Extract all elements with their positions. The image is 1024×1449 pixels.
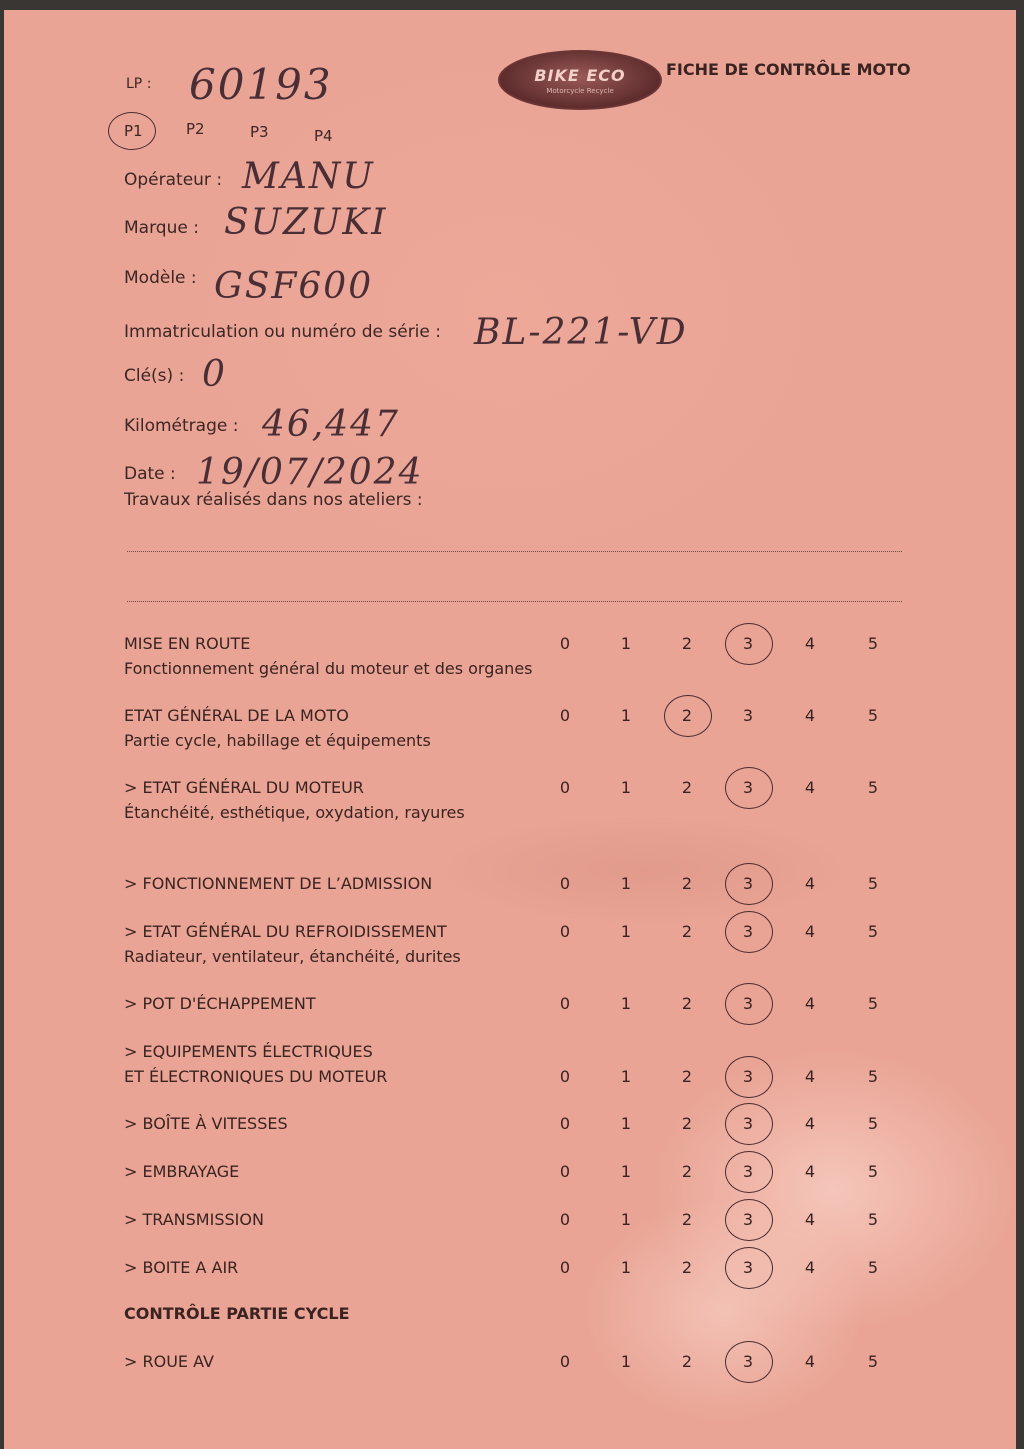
row-title: > POT D'ÉCHAPPEMENT <box>124 994 316 1013</box>
score-1[interactable]: 1 <box>620 922 632 941</box>
score-5[interactable]: 5 <box>867 1210 879 1229</box>
score-4[interactable]: 4 <box>804 994 816 1013</box>
selected-score-circle <box>725 1341 773 1383</box>
selected-score-circle <box>664 695 712 737</box>
score-4[interactable]: 4 <box>804 706 816 725</box>
score-1[interactable]: 1 <box>620 706 632 725</box>
score-4[interactable]: 4 <box>804 1258 816 1277</box>
row-title: > FONCTIONNEMENT DE L’ADMISSION <box>124 874 433 893</box>
registration-value: BL-221-VD <box>474 312 688 353</box>
score-5[interactable]: 5 <box>867 706 879 725</box>
score-2[interactable]: 2 <box>681 1210 693 1229</box>
logo-text: BIKE ECO <box>534 65 626 85</box>
score-2[interactable]: 2 <box>681 994 693 1013</box>
selected-score-circle <box>725 1247 773 1289</box>
score-5[interactable]: 5 <box>867 1352 879 1371</box>
score-0[interactable]: 0 <box>559 922 571 941</box>
score-0[interactable]: 0 <box>559 1210 571 1229</box>
score-5[interactable]: 5 <box>867 1067 879 1086</box>
row-title: > BOÎTE À VITESSES <box>124 1114 288 1133</box>
score-3[interactable]: 3 <box>742 874 754 893</box>
row-subtitle: Étanchéité, esthétique, oxydation, rayures <box>124 803 465 822</box>
position-p3: P3 <box>250 123 269 141</box>
score-4[interactable]: 4 <box>804 634 816 653</box>
score-3[interactable]: 3 <box>742 994 754 1013</box>
row-subtitle: ET ÉLECTRONIQUES DU MOTEUR <box>124 1067 388 1086</box>
lp-value: 60193 <box>189 60 333 109</box>
selected-score-circle <box>725 623 773 665</box>
score-0[interactable]: 0 <box>559 1162 571 1181</box>
model-value: GSF600 <box>214 266 374 307</box>
form-title: FICHE DE CONTRÔLE MOTO <box>666 60 911 79</box>
row-subtitle: Partie cycle, habillage et équipements <box>124 731 431 750</box>
score-1[interactable]: 1 <box>620 1114 632 1133</box>
score-0[interactable]: 0 <box>559 1114 571 1133</box>
score-5[interactable]: 5 <box>867 994 879 1013</box>
selected-score-circle <box>725 911 773 953</box>
score-1[interactable]: 1 <box>620 778 632 797</box>
score-3[interactable]: 3 <box>742 922 754 941</box>
row-title: MISE EN ROUTE <box>124 634 251 653</box>
selected-score-circle <box>725 983 773 1025</box>
score-4[interactable]: 4 <box>804 778 816 797</box>
score-2[interactable]: 2 <box>681 922 693 941</box>
selected-score-circle <box>725 767 773 809</box>
date-label: Date : <box>124 464 176 484</box>
score-0[interactable]: 0 <box>559 1067 571 1086</box>
score-2[interactable]: 2 <box>681 1162 693 1181</box>
score-3[interactable]: 3 <box>742 1210 754 1229</box>
row-title: > EQUIPEMENTS ÉLECTRIQUES <box>124 1042 373 1061</box>
selected-score-circle <box>725 863 773 905</box>
score-4[interactable]: 4 <box>804 1067 816 1086</box>
selected-score-circle <box>725 1151 773 1193</box>
score-0[interactable]: 0 <box>559 706 571 725</box>
score-3[interactable]: 3 <box>742 1114 754 1133</box>
score-5[interactable]: 5 <box>867 874 879 893</box>
score-5[interactable]: 5 <box>867 1258 879 1277</box>
score-5[interactable]: 5 <box>867 922 879 941</box>
mileage-value: 46,447 <box>262 404 400 445</box>
selected-score-circle <box>725 1056 773 1098</box>
selected-score-circle <box>725 1199 773 1241</box>
logo-subtext: Motorcycle Recycle <box>546 86 614 95</box>
date-value: 19/07/2024 <box>196 452 424 493</box>
registration-label: Immatriculation ou numéro de série : <box>124 322 441 342</box>
score-4[interactable]: 4 <box>804 1114 816 1133</box>
score-5[interactable]: 5 <box>867 1114 879 1133</box>
row-subtitle: Radiateur, ventilateur, étanchéité, durites <box>124 947 461 966</box>
score-4[interactable]: 4 <box>804 1352 816 1371</box>
score-4[interactable]: 4 <box>804 1162 816 1181</box>
score-3[interactable]: 3 <box>742 706 754 725</box>
score-2[interactable]: 2 <box>681 778 693 797</box>
row-title: > ROUE AV <box>124 1352 214 1371</box>
score-1[interactable]: 1 <box>620 1210 632 1229</box>
score-1[interactable]: 1 <box>620 1067 632 1086</box>
keys-label: Clé(s) : <box>124 366 185 386</box>
score-2[interactable]: 2 <box>681 874 693 893</box>
score-3[interactable]: 3 <box>742 778 754 797</box>
mileage-label: Kilométrage : <box>124 416 239 436</box>
score-3[interactable]: 3 <box>742 1067 754 1086</box>
work-line-1 <box>127 551 902 552</box>
score-1[interactable]: 1 <box>620 1162 632 1181</box>
score-4[interactable]: 4 <box>804 1210 816 1229</box>
position-p2: P2 <box>186 120 205 138</box>
bike-eco-logo <box>498 50 662 110</box>
row-title: > BOITE A AIR <box>124 1258 239 1277</box>
inspection-sheet <box>4 10 1016 1449</box>
score-0[interactable]: 0 <box>559 874 571 893</box>
brand-label: Marque : <box>124 218 199 238</box>
score-5[interactable]: 5 <box>867 778 879 797</box>
score-3[interactable]: 3 <box>742 1258 754 1277</box>
score-0[interactable]: 0 <box>559 1258 571 1277</box>
score-2[interactable]: 2 <box>681 1258 693 1277</box>
row-subtitle: Fonctionnement général du moteur et des organes <box>124 659 533 678</box>
score-1[interactable]: 1 <box>620 994 632 1013</box>
score-0[interactable]: 0 <box>559 1352 571 1371</box>
keys-value: 0 <box>202 354 227 395</box>
position-p1: P1 <box>124 122 143 140</box>
operator-label: Opérateur : <box>124 170 223 190</box>
brand-value: SUZUKI <box>224 202 388 243</box>
row-title: ETAT GÉNÉRAL DE LA MOTO <box>124 706 349 725</box>
row-title: > ETAT GÉNÉRAL DU REFROIDISSEMENT <box>124 922 447 941</box>
score-4[interactable]: 4 <box>804 922 816 941</box>
score-5[interactable]: 5 <box>867 634 879 653</box>
score-1[interactable]: 1 <box>620 1258 632 1277</box>
score-0[interactable]: 0 <box>559 778 571 797</box>
position-p4: P4 <box>314 127 333 145</box>
score-3[interactable]: 3 <box>742 1162 754 1181</box>
section-cycle-title: CONTRÔLE PARTIE CYCLE <box>124 1304 350 1323</box>
score-1[interactable]: 1 <box>620 874 632 893</box>
score-0[interactable]: 0 <box>559 994 571 1013</box>
score-2[interactable]: 2 <box>681 706 693 725</box>
score-2[interactable]: 2 <box>681 1067 693 1086</box>
work-label: Travaux réalisés dans nos ateliers : <box>124 490 423 510</box>
score-3[interactable]: 3 <box>742 634 754 653</box>
score-4[interactable]: 4 <box>804 874 816 893</box>
score-5[interactable]: 5 <box>867 1162 879 1181</box>
score-1[interactable]: 1 <box>620 1352 632 1371</box>
row-title: > TRANSMISSION <box>124 1210 264 1229</box>
score-3[interactable]: 3 <box>742 1352 754 1371</box>
lp-label: LP : <box>126 76 152 92</box>
row-title: > ETAT GÉNÉRAL DU MOTEUR <box>124 778 364 797</box>
score-0[interactable]: 0 <box>559 634 571 653</box>
score-1[interactable]: 1 <box>620 634 632 653</box>
score-2[interactable]: 2 <box>681 1114 693 1133</box>
work-line-2 <box>127 601 902 602</box>
operator-value: MANU <box>242 156 375 197</box>
model-label: Modèle : <box>124 268 197 288</box>
score-2[interactable]: 2 <box>681 634 693 653</box>
score-2[interactable]: 2 <box>681 1352 693 1371</box>
row-title: > EMBRAYAGE <box>124 1162 240 1181</box>
selected-score-circle <box>725 1103 773 1145</box>
